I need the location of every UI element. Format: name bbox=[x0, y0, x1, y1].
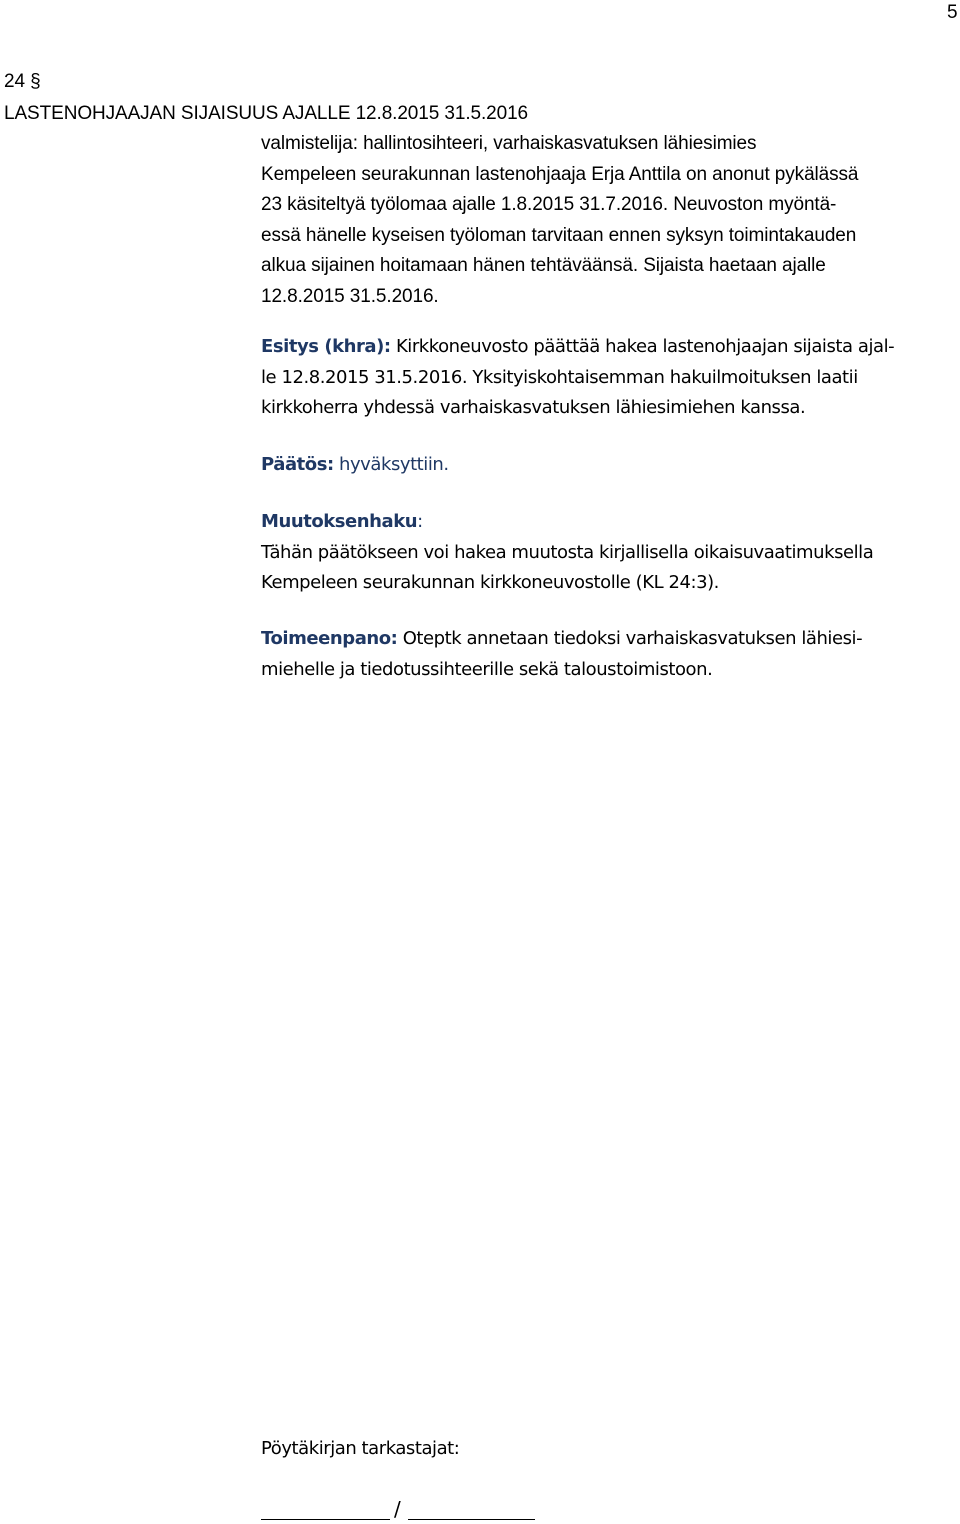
signature-line bbox=[408, 1519, 535, 1520]
esitys-label: Esitys (khra): bbox=[261, 336, 391, 357]
signature-separator: / bbox=[394, 1497, 401, 1521]
muutoksenhaku-label: Muutoksenhaku bbox=[261, 511, 418, 532]
section-number: 24 § bbox=[4, 71, 41, 92]
toimeenpano-line bbox=[261, 624, 862, 655]
paatos-line bbox=[261, 450, 449, 481]
muutoksenhaku-colon: : bbox=[417, 511, 423, 532]
preparer-paragraph bbox=[261, 129, 858, 312]
toimeenpano-label: Toimeenpano: bbox=[261, 628, 398, 649]
toimeenpano-text: Oteptk annetaan tiedoksi varhaiskasvatuksen lähiesi- bbox=[397, 628, 863, 649]
toimeenpano-line: miehelle ja tiedotussihteerille sekä taloustoimistoon. bbox=[261, 658, 713, 680]
preparer-line: 12.8.2015 31.5.2016. bbox=[261, 285, 439, 307]
esitys-line: kirkkoherra yhdessä varhaiskasvatuksen lähiesimiehen kanssa. bbox=[261, 397, 806, 418]
minutes-checkers-label: Pöytäkirjan tarkastajat: bbox=[261, 1438, 460, 1459]
preparer-line: Kempeleen seurakunnan lastenohjaaja Erja Anttila on anonut pykälässä bbox=[261, 163, 859, 185]
muutoksenhaku-line: Tähän päätökseen voi hakea muutosta kirjallisella oikaisuvaatimuksella bbox=[261, 541, 874, 563]
toimeenpano-paragraph bbox=[261, 624, 862, 685]
section-title: LASTENOHJAAJAN SIJAISUUS AJALLE 12.8.2015 31.5.2016 bbox=[4, 103, 529, 124]
signature-line bbox=[261, 1519, 390, 1520]
preparer-line: essä hänelle kyseisen työloman tarvitaan ennen syksyn toimintakauden bbox=[261, 224, 857, 246]
preparer-line: valmistelija: hallintosihteeri, varhaiskasvatuksen lähiesimies bbox=[261, 133, 757, 154]
esitys-paragraph bbox=[261, 332, 894, 424]
muutoksenhaku-paragraph bbox=[261, 507, 873, 599]
muutoksenhaku-heading bbox=[261, 507, 873, 538]
paatos-text: hyväksyttiin. bbox=[333, 454, 449, 475]
paatos-paragraph bbox=[261, 450, 449, 481]
page-number: 5 bbox=[947, 2, 958, 23]
preparer-line: 23 käsiteltyä työlomaa ajalle 1.8.2015 31.7.2016. Neuvoston myöntä- bbox=[261, 194, 837, 215]
esitys-line bbox=[261, 332, 894, 363]
preparer-line: alkua sijainen hoitamaan hänen tehtäväänsä. Sijaista haetaan ajalle bbox=[261, 255, 826, 276]
esitys-text: Kirkkoneuvosto päättää hakea lastenohjaajan sijaista ajal- bbox=[390, 336, 895, 357]
esitys-line: le 12.8.2015 31.5.2016. Yksityiskohtaisemman hakuilmoituksen laatii bbox=[261, 366, 858, 388]
paatos-label: Päätös: bbox=[261, 454, 334, 475]
muutoksenhaku-line: Kempeleen seurakunnan kirkkoneuvostolle (KL 24:3). bbox=[261, 572, 719, 593]
